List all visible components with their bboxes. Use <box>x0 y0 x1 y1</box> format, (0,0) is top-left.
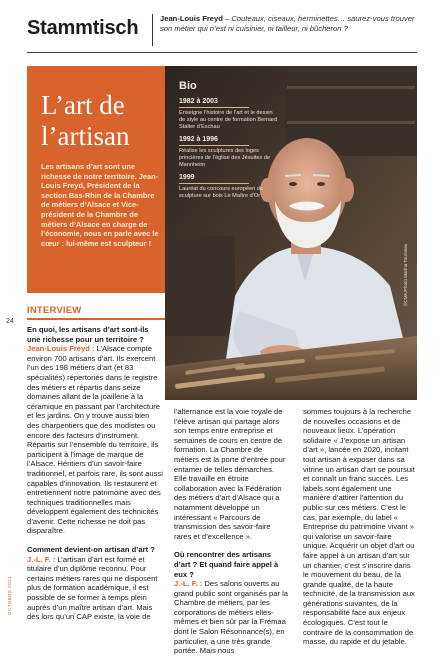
hero-panel <box>27 66 165 293</box>
answer-text: L’artisan d’art est formé et titulaire d’un diplôme reconnu. Pour certains métiers rares qui ne disposent plus de formation académique, il est possible de se former à temps plein auprès d’un maître artisan d’art. Mais dès lors qu’un CAP existe, la voie de <box>27 554 158 622</box>
section-title: Stammtisch <box>27 17 139 39</box>
header-rule <box>27 52 417 53</box>
body-column-2 <box>174 407 288 665</box>
qa-block <box>27 545 163 622</box>
answer <box>27 555 163 622</box>
paragraph: sommes toujours à la recherche de nouvelles occasions et de nouveaux lieux. L’opération solidaire « J’expose un artisan d’art », lancée en 2020, incitant tout artisan à exposer dans sa vitrine un artisan d’art se poursuit et connaît un franc succès. Les labels sont également une manière d’attirer l’attention du public sur ces métiers. C’est le cas, par exemple, du label « Entreprise du patrimoine vivant » qui valorise un savoir-faire unique. Acquérir un objet d’art ou faire appel à un artisan d’art sur un chantier, c’est s’inscrire dans le mouvement du beau, de la grande qualité, de la haute technicité, de la transmission aux générations suivantes, de la responsabilité face aux enjeux écologiques. C’est tout le contraire de la consommation de masse, du rapide et du jetable. <box>303 407 415 647</box>
interview-rule <box>27 318 165 320</box>
paragraph: l’alternance est la voie royale de l’élève artisan qui partage alors son temps entre entreprise et semaines de cours en centre de formation. La Chambre de métiers est la porte d’entrée pour entamer de telles démarches. Elle travaille en étroite collaboration avec la Fédération des métiers d’art d’Alsace qui a notamment développé un intéressant « Parcours de transmission des savoir-faire rares et d’excellence ». <box>174 407 286 541</box>
answer-text: L’Alsace compte environ 700 artisans d’art. Ils exercent l’un des 198 métiers d’art (et 83 spécialités) répertoriés dans le registre des métiers et répartis dans seize domaines allant de la joaillerie à la céramique en passant par l’architecture et les jardins. On y trouve aussi bien des charpentiers que des modistes ou encore des facteurs d’instrument. Répartis sur l’ensemble du territoire, ils participent à l’image de marque de l’Alsace. Héritiers d’un savoir-faire traditionnel, et parfois rare, ils sont aussi capables d’innovation. Ils restaurent et entretiennent notre patrimoine avec des techniques traditionnelles mais développent également des technicités d’avenir. Cette richesse ne doit pas disparaître. <box>27 344 163 536</box>
bio-divider <box>179 183 249 184</box>
article-title-line-2: l’artisan <box>41 121 130 151</box>
body-column-3 <box>303 407 417 656</box>
qa-block <box>174 550 288 656</box>
bio-year: 1992 à 1996 <box>179 136 218 143</box>
bio-divider <box>179 145 249 146</box>
bio-divider <box>179 107 249 108</box>
header-divider <box>152 14 153 46</box>
article-title <box>41 90 129 152</box>
bio-text: Réalise les sculptures des loges princières de l’église des Jésuites de Mannheim <box>179 148 271 168</box>
bio-entry <box>179 174 279 200</box>
bio-year: 1982 à 2003 <box>179 98 218 105</box>
answer-text: Des salons ouverts au grand public sont organisés par la Chambre de métiers, par les corporations de métiers elles-mêmes et bien sûr par la Frémaa dont le Salon Résonnance(s), en particulier, a une très grande portée. Mais nous <box>174 579 288 656</box>
article-title-line-1: L’art de <box>41 90 125 120</box>
bio-title: Bio <box>179 80 197 92</box>
page-number: 24 <box>6 318 14 325</box>
issue-date: OCTOBRE 2021 <box>7 576 12 615</box>
portrait-photo <box>165 66 417 400</box>
speaker: J.-L. F. : <box>174 579 203 589</box>
bio-text: Lauréat du concours européen de sculpture sur bois Le Maître d’Or <box>179 186 263 199</box>
article-lede: Les artisans d’art sont une richesse de notre territoire. Jean-Louis Freyd, Président de la section Bas-Rhin de la Chambre de métiers d’Alsace et Vice-président de la Chambre de métiers d’Alsace en charge de l’économie, nous en parle avec le cœur : lui-même est sculpteur ! <box>41 162 159 248</box>
question: Où rencontrer des artisans d’art ? Et quand faire appel à eux ? <box>174 550 279 579</box>
header-subtitle-name: Jean-Louis Freyd <box>160 14 223 23</box>
header-subtitle-text: – Couteaux, ciseaux, herminettes… saurez-vous trouver son métier qui n’est ni cuisinier, ni tailleur, ni bûcheron ? <box>160 14 415 33</box>
answer <box>27 344 163 536</box>
body-column-1 <box>27 325 163 631</box>
bio-text: Enseigne l’histoire de l’art et le dessin de style au centre de formation Bernard Stalter d’Eschau <box>179 110 278 130</box>
header-subtitle <box>160 14 416 34</box>
photo-credit: ©CMA/Photo Marina Tourseau <box>403 243 408 306</box>
bio-box <box>179 80 279 200</box>
interview-label: INTERVIEW <box>27 305 82 316</box>
speaker: J.-L. F. : <box>27 554 56 564</box>
bio-entry <box>179 136 279 169</box>
bio-year: 1999 <box>179 174 195 181</box>
speaker: Jean-Louis Freyd : <box>27 344 95 354</box>
qa-block <box>27 325 163 536</box>
answer <box>174 579 288 656</box>
question: Comment devient-on artisan d’art ? <box>27 545 155 555</box>
bio-entry <box>179 98 279 131</box>
page-header <box>27 8 417 53</box>
question: En quoi, les artisans d’art sont-ils une richesse pour un territoire ? <box>27 325 149 344</box>
